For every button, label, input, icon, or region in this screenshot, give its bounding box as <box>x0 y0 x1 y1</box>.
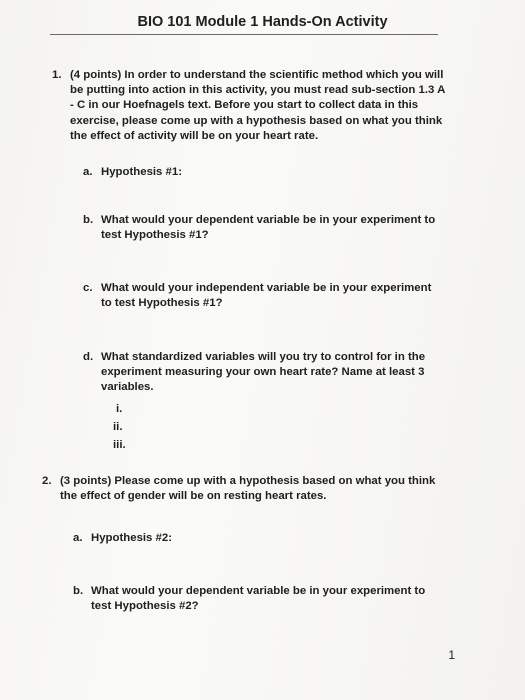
question-2-line: (3 points) Please come up with a hypothesis based on what you think <box>60 475 436 487</box>
q1-part-a-text: Hypothesis #1: <box>101 166 183 178</box>
q1-part-d-line: variables. <box>101 381 154 394</box>
q1-part-b-line: What would your dependent variable be in your experiment to <box>101 214 436 226</box>
q1-part-c-line: What would your independent variable be in your experiment <box>101 282 432 294</box>
question-2 <box>42 474 460 504</box>
q2-part-b <box>73 584 461 614</box>
question-1-line: - C in our Hoefnagels text. Before you start to collect data in this <box>70 99 419 112</box>
q1-part-c-line: to test Hypothesis #1? <box>101 297 223 310</box>
document-title: BIO 101 Module 1 Hands-On Activity <box>137 14 388 30</box>
q1-part-c-label: c. <box>83 282 93 294</box>
q1-d-roman-i: i. <box>116 403 123 415</box>
q2-part-b-line: test Hypothesis #2? <box>91 600 199 613</box>
question-1-line: the effect of activity will be on your heart rate. <box>70 129 319 142</box>
q1-part-b-line: test Hypothesis #1? <box>101 229 209 242</box>
q1-part-b <box>83 213 461 243</box>
page-number: 1 <box>448 648 455 662</box>
question-2-line: the effect of gender will be on resting heart rates. <box>60 490 327 503</box>
q1-part-d-label: d. <box>83 351 94 363</box>
question-1-line: exercise, please come up with a hypothesis based on what you think <box>70 114 443 127</box>
question-1-line: be putting into action in this activity, you must read sub-section 1.3 A <box>70 84 446 97</box>
q1-part-c <box>83 281 461 311</box>
q2-part-a-text: Hypothesis #2: <box>91 532 173 544</box>
q1-part-a <box>83 165 183 180</box>
title-underline <box>50 34 438 35</box>
q2-part-b-line: What would your dependent variable be in your experiment to <box>91 585 426 597</box>
q1-part-d-line: What standardized variables will you try to control for in the <box>101 351 426 363</box>
question-1-line: (4 points) In order to understand the scientific method which you will <box>70 69 444 81</box>
q1-d-roman-iii: iii. <box>113 439 126 451</box>
q1-part-d <box>83 350 461 396</box>
q2-part-b-label: b. <box>73 585 84 597</box>
q1-part-b-label: b. <box>83 214 94 226</box>
question-2-number: 2. <box>42 475 52 487</box>
q2-part-a <box>73 531 173 546</box>
question-1 <box>52 68 470 144</box>
q2-part-a-label: a. <box>73 532 83 544</box>
question-1-number: 1. <box>52 69 62 81</box>
q1-part-a-label: a. <box>83 166 93 178</box>
q1-part-d-line: experiment measuring your own heart rate? Name at least 3 <box>101 366 425 379</box>
q1-d-roman-ii: ii. <box>113 421 123 433</box>
